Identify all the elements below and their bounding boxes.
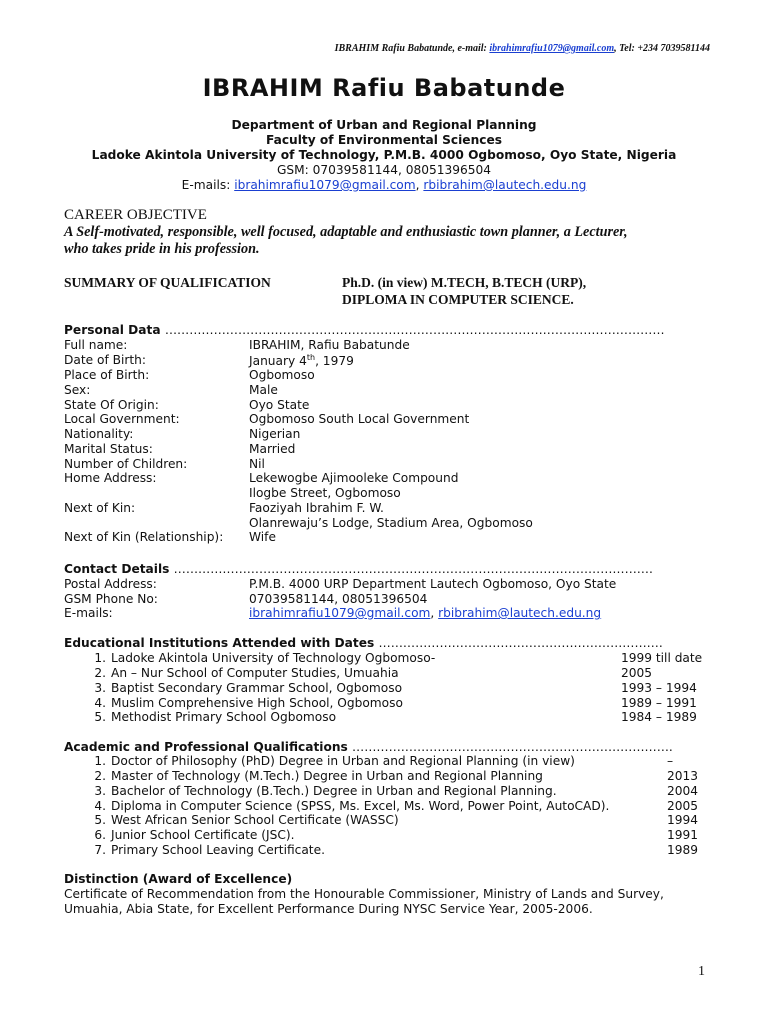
gsm-line: GSM: 07039581144, 08051396504 — [276, 163, 491, 177]
label-marital-status: Marital Status: — [64, 442, 153, 456]
qualification-item-year: – — [667, 754, 674, 768]
label-local-government: Local Government: — [64, 412, 180, 426]
education-item: Methodist Primary School Ogbomoso — [111, 710, 337, 724]
qualification-item-year: 2004 — [667, 784, 699, 798]
career-objective-line2: who takes pride in his profession. — [64, 241, 260, 257]
department-line: Department of Urban and Regional Planning — [231, 118, 537, 132]
value-next-of-kin-relationship: Wife — [249, 530, 276, 544]
contact-email-separator: , — [430, 606, 439, 620]
qualifications-heading — [64, 740, 673, 754]
qualification-item-number: 2. — [94, 769, 106, 783]
label-full-name: Full name: — [64, 338, 128, 352]
summary-heading: SUMMARY OF QUALIFICATION — [64, 275, 271, 290]
education-item: Baptist Secondary Grammar School, Ogbomoso — [111, 681, 403, 695]
education-item: An – Nur School of Computer Studies, Umuahia — [111, 666, 399, 680]
label-date-of-birth: Date of Birth: — [64, 353, 146, 367]
distinction-line2: Umuahia, Abia State, for Excellent Performance During NYSC Service Year, 2005-2006. — [64, 902, 593, 916]
qualification-item: Master of Technology (M.Tech.) Degree in Urban and Regional Planning — [111, 769, 543, 783]
value-postal-address: P.M.B. 4000 URP Department Lautech Ogbomoso, Oyo State — [249, 577, 617, 591]
value-full-name: IBRAHIM, Rafiu Babatunde — [249, 338, 410, 352]
qualification-item: Bachelor of Technology (B.Tech.) Degree in Urban and Regional Planning. — [111, 784, 557, 798]
qualification-item-number: 4. — [94, 799, 106, 813]
education-item-date: 1993 – 1994 — [621, 681, 697, 695]
label-contact-emails: E-mails: — [64, 606, 113, 620]
label-home-address: Home Address: — [64, 471, 157, 485]
education-item-date: 1984 – 1989 — [621, 710, 697, 724]
education-item-number: 4. — [94, 696, 106, 710]
qualification-item-number: 1. — [94, 754, 106, 768]
value-local-government: Ogbomoso South Local Government — [249, 412, 470, 426]
dob-year: , 1979 — [315, 354, 354, 369]
label-state-of-origin: State Of Origin: — [64, 398, 159, 412]
qualification-item-year: 1991 — [667, 828, 699, 842]
value-next-of-kin-line1: Faoziyah Ibrahim F. W. — [249, 501, 384, 515]
label-gsm-phone: GSM Phone No: — [64, 592, 158, 606]
email-link-gmail[interactable]: ibrahimrafiu1079@gmail.com — [234, 178, 416, 192]
career-objective-line1: A Self-motivated, responsible, well focused, adaptable and enthusiastic town planner, a Lecturer, — [64, 224, 628, 240]
education-item: Ladoke Akintola University of Technology Ogbomoso- — [111, 651, 436, 665]
value-gsm-phone: 07039581144, 08051396504 — [249, 592, 428, 606]
label-next-of-kin: Next of Kin: — [64, 501, 136, 515]
cv-name: IBRAHIM Rafiu Babatunde — [202, 74, 566, 102]
contact-details-title: Contact Details — [64, 562, 170, 576]
qualification-item-number: 3. — [94, 784, 106, 798]
summary-line1: Ph.D. (in view) M.TECH, B.TECH (URP), — [342, 275, 587, 290]
qualification-item-number: 5. — [94, 813, 106, 827]
value-date-of-birth — [249, 353, 354, 368]
value-marital-status: Married — [249, 442, 296, 456]
emails-separator: , — [415, 178, 424, 192]
qualification-item: Diploma in Computer Science (SPSS, Ms. Excel, Ms. Word, Power Point, AutoCAD). — [111, 799, 610, 813]
qualifications-dots: ……………………………………………………………………. — [352, 740, 673, 754]
career-objective-heading: CAREER OBJECTIVE — [64, 207, 207, 223]
value-place-of-birth: Ogbomoso — [249, 368, 315, 382]
qualification-item: Junior School Certificate (JSC). — [111, 828, 295, 842]
value-number-of-children: Nil — [249, 457, 265, 471]
qualification-item-year: 1994 — [667, 813, 699, 827]
value-nationality: Nigerian — [249, 427, 301, 441]
education-item-number: 5. — [94, 710, 106, 724]
qualification-item-year: 1989 — [667, 843, 699, 857]
running-header-suffix: , Tel: +234 7039581144 — [614, 43, 710, 54]
education-item-date: 1999 till date — [621, 651, 703, 665]
university-line: Ladoke Akintola University of Technology, P.M.B. 4000 Ogbomoso, Oyo State, Nigeria — [91, 148, 677, 162]
value-home-address-line1: Lekewogbe Ajimooleke Compound — [249, 471, 459, 485]
qualification-item-year: 2013 — [667, 769, 699, 783]
personal-data-title: Personal Data — [64, 323, 161, 337]
value-sex: Male — [249, 383, 278, 397]
education-item-number: 1. — [94, 651, 106, 665]
emails-label: E-mails: — [181, 178, 235, 192]
distinction-heading: Distinction (Award of Excellence) — [64, 872, 293, 886]
personal-data-heading — [64, 323, 665, 337]
contact-details-heading — [64, 562, 653, 576]
distinction-line1: Certificate of Recommendation from the Honourable Commissioner, Ministry of Lands and Survey, — [64, 887, 664, 901]
qualification-item: West African Senior School Certificate (WASSC) — [111, 813, 399, 827]
value-next-of-kin-line2: Olanrewaju’s Lodge, Stadium Area, Ogbomoso — [249, 516, 533, 530]
qualification-item-number: 7. — [94, 843, 106, 857]
label-number-of-children: Number of Children: — [64, 457, 188, 471]
running-header-prefix: IBRAHIM Rafiu Babatunde, e-mail: — [334, 43, 490, 54]
summary-line2: DIPLOMA IN COMPUTER SCIENCE. — [342, 292, 574, 307]
dob-suffix: th — [306, 353, 316, 362]
value-home-address-line2: Ilogbe Street, Ogbomoso — [249, 486, 401, 500]
value-state-of-origin: Oyo State — [249, 398, 310, 412]
education-dots: ……………………………………………………………. — [378, 636, 663, 650]
label-sex: Sex: — [64, 383, 91, 397]
qualification-item-year: 2005 — [667, 799, 699, 813]
education-title: Educational Institutions Attended with Dates — [64, 636, 375, 650]
qualification-item: Doctor of Philosophy (PhD) Degree in Urban and Regional Planning (in view) — [111, 754, 575, 768]
dob-day: January 4 — [249, 354, 307, 369]
contact-email-link-lautech[interactable]: rbibrahim@lautech.edu.ng — [438, 606, 602, 620]
education-item: Muslim Comprehensive High School, Ogbomoso — [111, 696, 403, 710]
label-nationality: Nationality: — [64, 427, 134, 441]
value-contact-emails — [249, 606, 601, 620]
emails-line — [0, 178, 768, 192]
education-item-date: 1989 – 1991 — [621, 696, 697, 710]
qualification-item-number: 6. — [94, 828, 106, 842]
qualification-item: Primary School Leaving Certificate. — [111, 843, 325, 857]
contact-details-dots: ………………………………………………………………………………………………………. — [173, 562, 653, 576]
email-link-lautech[interactable]: rbibrahim@lautech.edu.ng — [423, 178, 587, 192]
education-item-number: 3. — [94, 681, 106, 695]
label-next-of-kin-relationship: Next of Kin (Relationship): — [64, 530, 224, 544]
education-heading — [64, 636, 663, 650]
contact-email-link-gmail[interactable]: ibrahimrafiu1079@gmail.com — [249, 606, 431, 620]
label-place-of-birth: Place of Birth: — [64, 368, 150, 382]
faculty-line: Faculty of Environmental Sciences — [265, 133, 502, 147]
running-header — [0, 43, 710, 54]
page-number: 1 — [698, 964, 705, 979]
running-header-email-link[interactable]: ibrahimrafiu1079@gmail.com — [489, 43, 615, 54]
education-item-number: 2. — [94, 666, 106, 680]
education-item-date: 2005 — [621, 666, 653, 680]
qualifications-title: Academic and Professional Qualifications — [64, 740, 348, 754]
label-postal-address: Postal Address: — [64, 577, 157, 591]
personal-data-dots: …………………………………………………………………………………………………………… — [164, 323, 665, 337]
